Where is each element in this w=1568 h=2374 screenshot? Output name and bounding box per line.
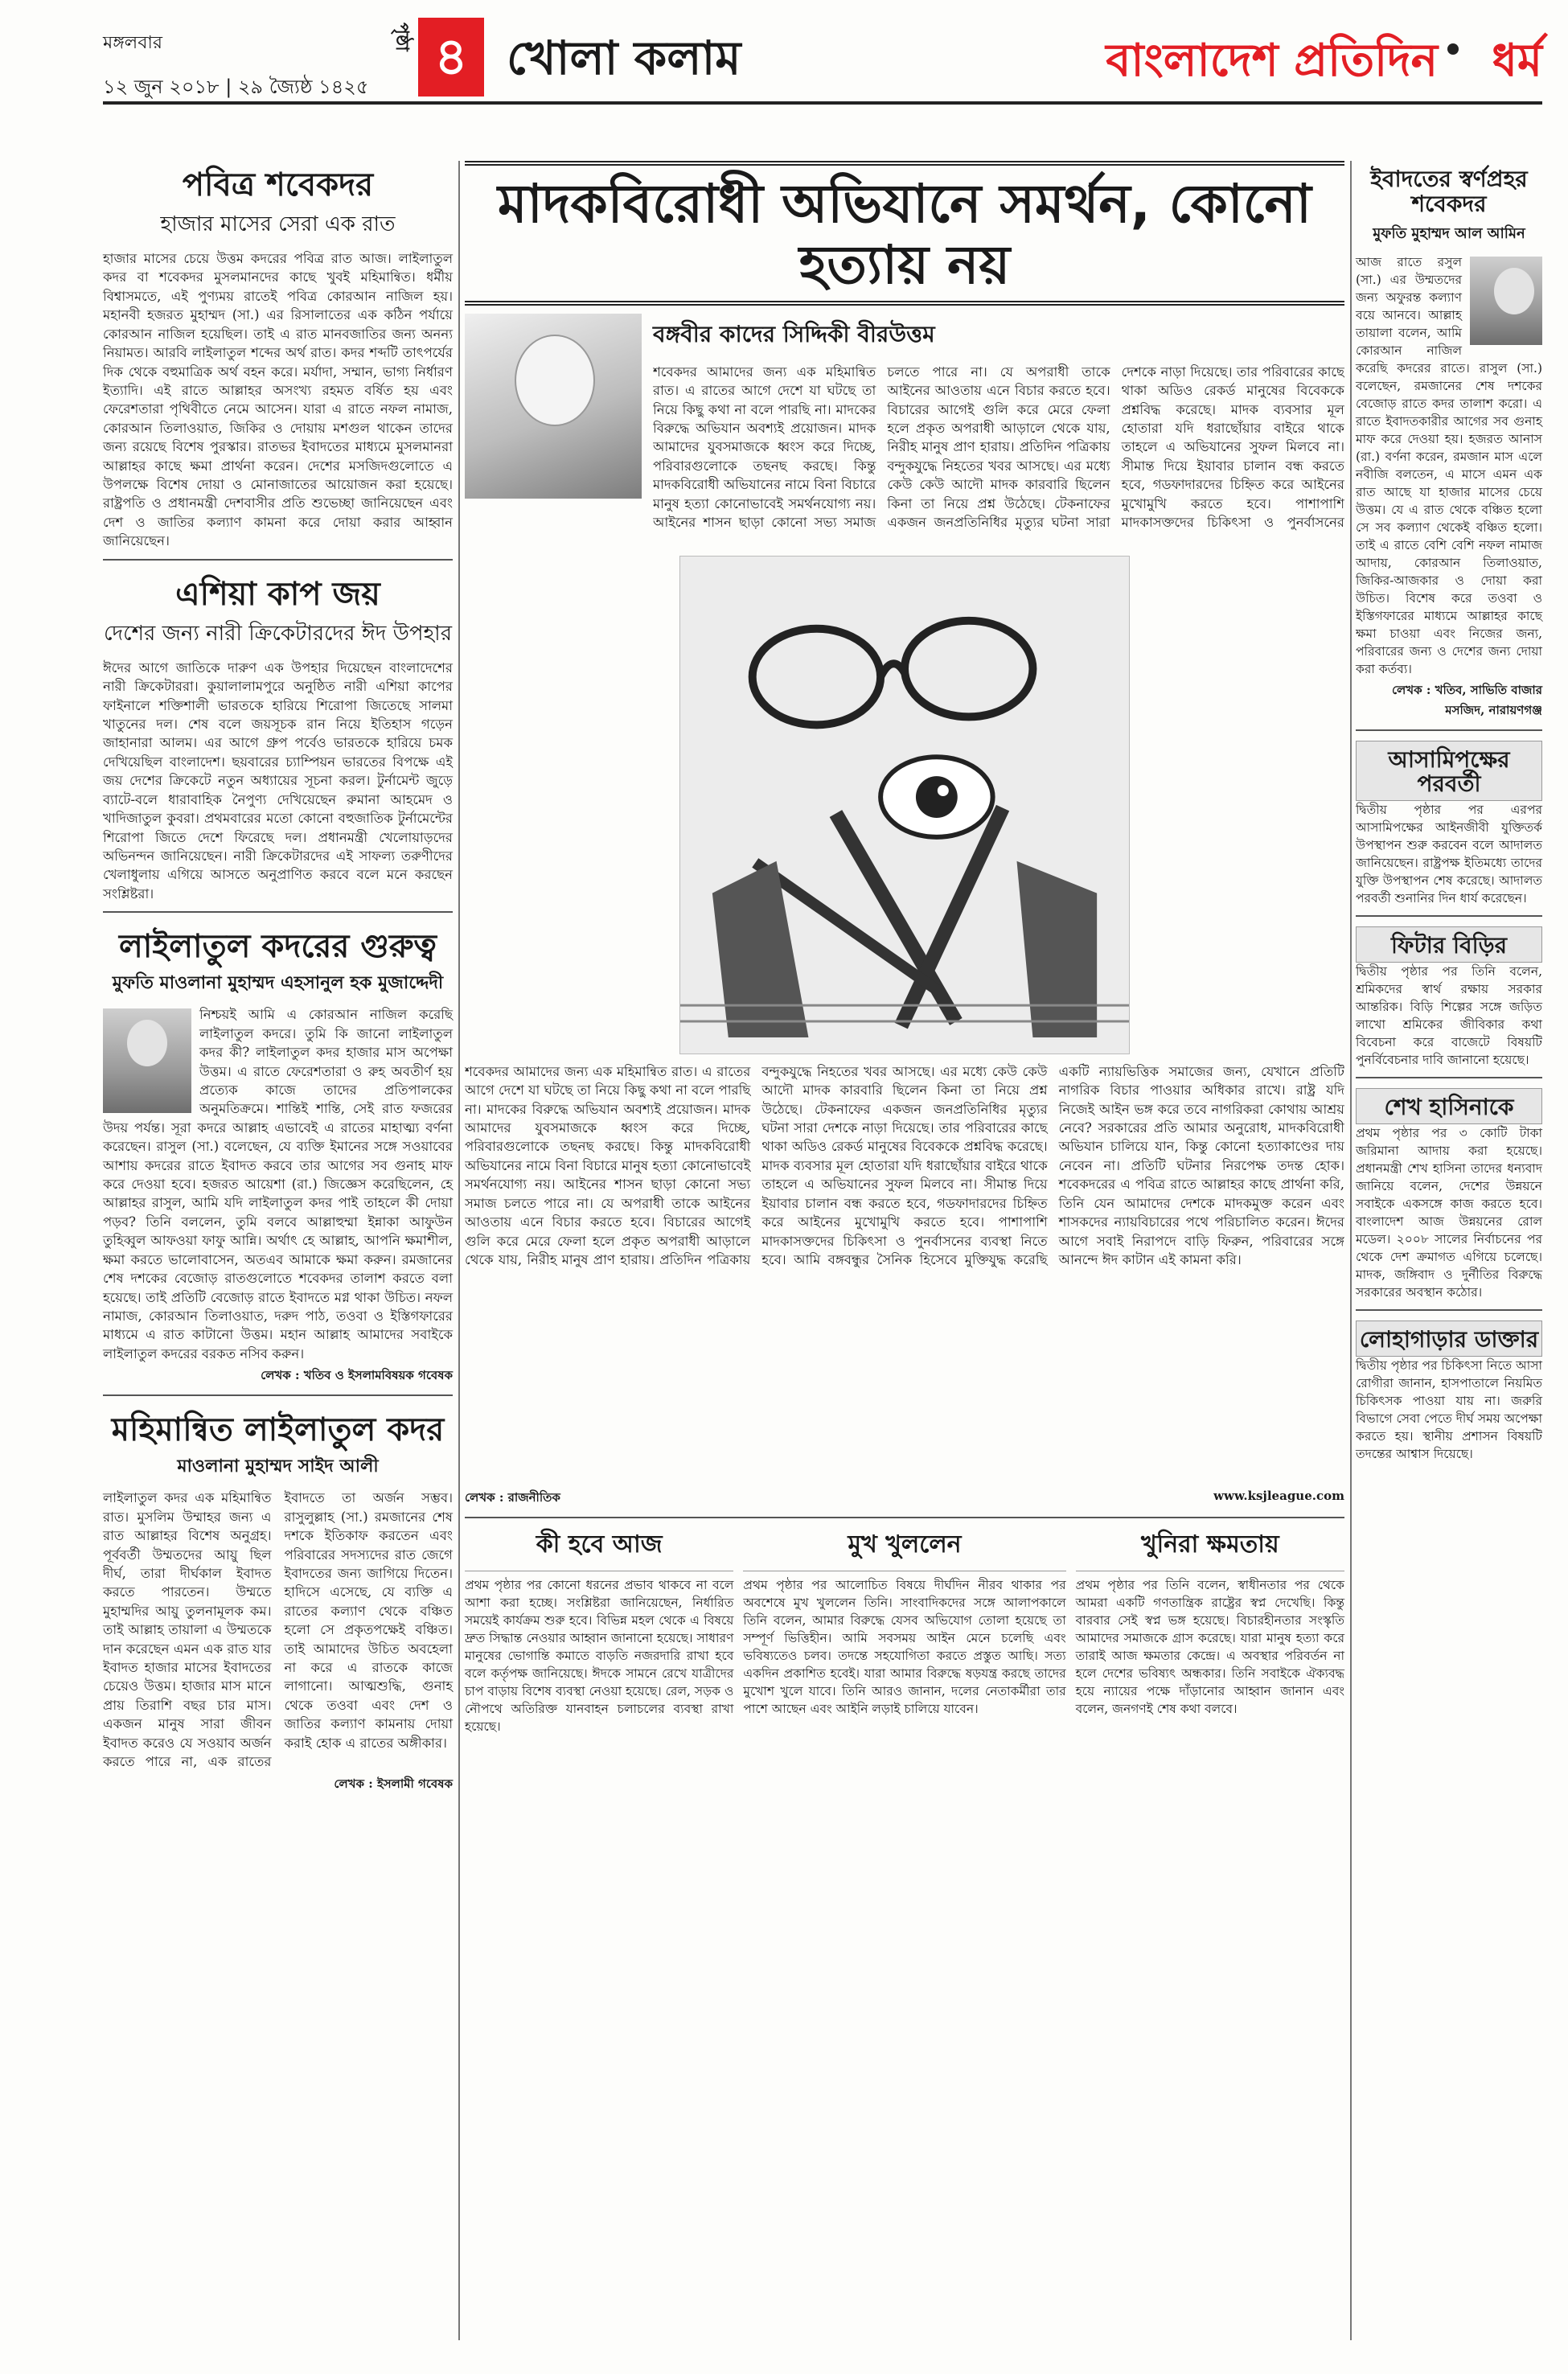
story-title: মুখ খুললেন [743, 1525, 1065, 1571]
author-photo [1470, 257, 1542, 345]
story-mukh-khullen [743, 1525, 1065, 1735]
page-header [103, 6, 1542, 159]
article-ibadat-golden-hour [1356, 161, 1542, 731]
author-note: লেখক : ইসলামী গবেষক [334, 1776, 453, 1791]
story-fitar-biri [1356, 926, 1542, 1078]
lead-body-intro: শবেকদর আমাদের জন্য এক মহিমান্বিত রাত। এ রাতের আগে দেশে যা ঘটছে তা নিয়ে কিছু কথা না বলে পারছি না। মাদকের বিরুদ্ধে অভিযান অবশ্যই প্রয়োজন। মাদক আমাদের যুবসমাজকে ধ্বংস করে দিচ্ছে, পরিবারগুলোকে তছনছ করছে। কিন্তু মাদকবিরোধী অভিযানের নামে বিনা বিচারে মানুষ হত্যা কোনোভাবেই সমর্থনযোগ্য নয়। আইনের শাসন ছাড়া কোনো সভ্য সমাজ চলতে পারে না। যে অপরাধী তাকে আইনের আওতায় এনে বিচার করতে হবে। বিচারের আগেই গুলি করে মেরে ফেলা হলে প্রকৃত অপরাধী আড়ালে থেকে যায়, নিরীহ মানুষ প্রাণ হারায়। প্রতিদিন পত্রিকায় বন্দুকযুদ্ধে নিহতের খবর আসছে। এর মধ্যে কেউ কেউ আদৌ মাদক কারবারি ছিলেন কিনা তা নিয়ে প্রশ্ন উঠেছে। টেকনাফের একজন জনপ্রতিনিধির মৃত্যুর ঘটনা সারা দেশকে নাড়া দিয়েছে। তার পরিবারের কাছে থাকা অডিও রেকর্ড মানুষের বিবেককে প্রশ্নবিদ্ধ করেছে। মাদক ব্যবসার মূল হোতারা যদি ধরাছোঁয়ার বাইরে থাকে তাহলে এ অভিযানের সুফল মিলবে না। সীমান্ত দিয়ে ইয়াবার চালান বন্ধ করতে হবে, গডফাদারদের চিহ্নিত করে আইনের মুখোমুখি করতে হবে। পাশাপাশি মাদকাসক্তদের চিকিৎসা ও পুনর্বাসনের [653, 363, 1344, 531]
left-column [103, 161, 453, 2348]
story-sheikh-hasina [1356, 1088, 1542, 1311]
article-body: নিশ্চয়ই আমি এ কোরআন নাজিল করেছি লাইলাতুল কদরে। তুমি কি জানো লাইলাতুল কদর কী? লাইলাতুল কদর হাজার মাস অপেক্ষা উত্তম। এ রাতে ফেরেশতারা ও রুহ অবতীর্ণ হয় প্রত্যেক কাজে তাদের প্রতিপালকের অনুমতিক্রমে। শান্তিই শান্তি, সেই রাত ফজরের উদয় পর্যন্ত। সূরা কদরে আল্লাহ এভাবেই এ রাতের মাহাত্ম্য বর্ণনা করেছেন। রাসুল (সা.) বলেছেন, যে ব্যক্তি ইমানের সঙ্গে সওয়াবের আশায় কদরের রাতে ইবাদত করবে তার আগের সব গুনাহ মাফ করে দেওয়া হবে। হজরত আয়েশা (রা.) জিজ্ঞেস করেছিলেন, হে আল্লাহর রাসুল, আমি যদি লাইলাতুল কদর পাই তাহলে কী দোয়া পড়ব? তিনি বললেন, তুমি বলবে আল্লাহুম্মা ইন্নাকা আফুউন তুহিব্বুল আফওয়া ফাফু আন্নি। অর্থাৎ হে আল্লাহ, আপনি ক্ষমাশীল, ক্ষমা করতে ভালোবাসেন, অতএব আমাকে ক্ষমা করুন। রমজানের শেষ দশকের বেজোড় রাতগুলোতে শবেকদর তালাশ করতে বলা হয়েছে। তাই প্রতিটি বেজোড় রাতে ইবাদতে মগ্ন থাকা উচিত। নফল নামাজ, কোরআন তিলাওয়াত, দরুদ পাঠ, তওবা ও ইস্তিগফারের মাধ্যমে এ রাত কাটানো উত্তম। মহান আল্লাহ আমাদের সবাইকে লাইলাতুল কদরের বরকত নসিব করুন। [103, 1007, 453, 1362]
story-title: লোহাগাড়ার ডাক্তার [1356, 1320, 1542, 1357]
author-name: বঙ্গবীর কাদের সিদ্দিকী বীরউত্তম [653, 320, 935, 347]
article-subtitle: দেশের জন্য নারী ক্রিকেটারদের ঈদ উপহার [103, 621, 453, 646]
lead-article [465, 314, 1344, 548]
story-title: শেখ হাসিনাকে [1356, 1088, 1542, 1124]
story-title: কী হবে আজ [465, 1525, 733, 1571]
page-label: পৃষ্ঠা [392, 23, 412, 51]
issue-day: মঙ্গলবার [103, 33, 162, 53]
author-note: লেখক : রাজনীতিক [465, 1489, 560, 1505]
article-byline: মাওলানা মুহাম্মদ সাইদ আলী [177, 1456, 379, 1477]
article-laylatul-qadr-importance [103, 922, 453, 1396]
page-number: ৪ [418, 18, 484, 97]
article-glorious-laylatul-qadr [103, 1406, 453, 1802]
story-body: দ্বিতীয় পৃষ্ঠার পর চিকিৎসা নিতে আসা রোগীরা জানান, হাসপাতালে নিয়মিত চিকিৎসক পাওয়া যায় না। জরুরি বিভাগে সেবা পেতে দীর্ঘ সময় অপেক্ষা করতে হয়। স্থানীয় প্রশাসন বিষয়টি তদন্তের আশ্বাস দিয়েছে। [1356, 1357, 1542, 1461]
article-byline: মুফতি মাওলানা মুহাম্মদ এহসানুল হক মুজাদ্দেদী [112, 973, 444, 994]
section-title: খোলা কলাম [507, 31, 741, 85]
brand-section: ধর্ম [1492, 35, 1542, 87]
story-ki-hobe-aaj [465, 1525, 733, 1735]
column-divider-right [1350, 161, 1352, 2340]
brand-separator-dot [1447, 43, 1459, 55]
author-note: লেখক : খতিব ও ইসলামবিষয়ক গবেষক [261, 1368, 453, 1383]
issue-date: ১২ জুন ২০১৮ | ২৯ জ্যৈষ্ঠ ১৪২৫ [103, 76, 369, 98]
article-title: ইবাদতের স্বর্ণপ্রহর শবেকদর [1370, 166, 1528, 217]
newspaper-brand: বাংলাদেশ প্রতিদিন [1106, 35, 1438, 87]
illustration-art [680, 557, 1129, 1054]
continuation-stories [465, 1517, 1344, 1735]
story-title: আসামিপক্ষের পরবর্তী [1356, 741, 1542, 802]
story-body: দ্বিতীয় পৃষ্ঠার পর এরপর আসামিপক্ষের আইনজীবী যুক্তিতর্ক উপস্থাপন শুরু করবেন বলে আদালত জানিয়েছেন। রাষ্ট্রপক্ষ ইতিমধ্যে তাদের যুক্তি উপস্থাপন শেষ করেছে। আদালত পরবর্তী শুনানির দিন ধার্য করেছেন। [1356, 803, 1542, 906]
author-note: লেখক : খতিব, সাভিতি বাজার মসজিদ, নারায়ণগঞ্জ [1392, 682, 1542, 717]
story-body: প্রথম পৃষ্ঠার পর আলোচিত বিষয়ে দীর্ঘদিন নীরব থাকার পর অবশেষে মুখ খুললেন তিনি। সাংবাদিকদের সঙ্গে আলাপকালে তিনি বলেন, আমার বিরুদ্ধে যেসব অভিযোগ তোলা হয়েছে তা সম্পূর্ণ ভিত্তিহীন। আমি সবসময় আইন মেনে চলেছি এবং ভবিষ্যতেও চলব। তদন্তে সহযোগিতা করতে প্রস্তুত আছি। সত্য একদিন প্রকাশিত হবেই। যারা আমার বিরুদ্ধে ষড়যন্ত্র করছে তাদের মুখোশ খুলে যাবে। তিনি আরও জানান, দলের নেতাকর্মীরা তার পাশে আছেন এবং আইনি লড়াই চালিয়ে যাবেন। [743, 1577, 1066, 1716]
handcuff-illustration [679, 556, 1130, 1054]
article-body: হাজার মাসের চেয়ে উত্তম কদরের পবিত্র রাত আজ। লাইলাতুল কদর বা শবেকদর মুসলমানদের কাছে খুবই মহিমান্বিত। ধর্মীয় বিশ্বাসমতে, এই পুণ্যময় রাতেই পবিত্র কোরআন নাজিল হয়। মহানবী হজরত মুহাম্মদ (সা.) এর রিসালাতের এক কঠিন পর্যায়ে কোরআন নাজিল হয়েছিল। তাই এ রাত মানবজাতির জন্য অনন্য নিয়ামত। আরবি লাইলাতুল শব্দের অর্থ রাত। কদর শব্দটি তাৎপর্যের দিক থেকে বহুমাত্রিক অর্থ বহন করে। মর্যাদা, সম্মান, ভাগ্য নির্ধারণ ইত্যাদি। এই রাতে আল্লাহর অসংখ্য রহমত বর্ষিত হয় এবং ফেরেশতারা পৃথিবীতে নেমে আসেন। যারা এ রাতে নফল নামাজ, কোরআন তিলাওয়াত, জিকির ও দোয়ায় মশগুল থাকেন তাদের জন্য রয়েছে বিশেষ পুরস্কার। রাতভর ইবাদতের মাধ্যমে মুসলমানরা আল্লাহর কাছে ক্ষমা প্রার্থনা করেন। দেশের মসজিদগুলোতে এ উপলক্ষে বিশেষ দোয়া ও মোনাজাতের আয়োজন করা হয়েছে। রাষ্ট্রপতি ও প্রধানমন্ত্রী দেশবাসীর প্রতি শুভেচ্ছা জানিয়েছেন এবং দেশ ও জাতির কল্যাণ কামনা করে দোয়া করার আহ্বান জানিয়েছেন। [103, 251, 453, 549]
article-asia-cup [103, 570, 453, 913]
article-byline: মুফতি মুহাম্মদ আল আমিন [1373, 224, 1525, 242]
story-body: প্রথম পৃষ্ঠার পর তিনি বলেন, স্বাধীনতার পর থেকে আমরা একটি গণতান্ত্রিক রাষ্ট্রের স্বপ্ন দেখেছি। কিন্তু বারবার সেই স্বপ্ন ভঙ্গ হয়েছে। বিচারহীনতার সংস্কৃতি আমাদের সমাজকে গ্রাস করেছে। যারা মানুষ হত্যা করে তারাই আজ ক্ষমতার কেন্দ্রে। এ অবস্থার পরিবর্তন না হলে দেশের ভবিষ্যৎ অন্ধকার। তিনি সবাইকে ঐক্যবদ্ধ হয়ে ন্যায়ের পক্ষে দাঁড়ানোর আহ্বান জানান এবং বলেন, জনগণই শেষ কথা বলবে। [1075, 1577, 1344, 1716]
story-title: ফিটার বিড়ির [1356, 926, 1542, 963]
article-title: এশিয়া কাপ জয় [175, 575, 380, 613]
article-subtitle: হাজার মাসের সেরা এক রাত [160, 212, 396, 236]
center-column [465, 161, 1344, 2348]
author-website: www.ksjleague.com [1213, 1488, 1344, 1503]
article-body: ঈদের আগে জাতিকে দারুণ এক উপহার দিয়েছেন বাংলাদেশের নারী ক্রিকেটাররা। কুয়ালালামপুরে অনুষ্ঠিত নারী এশিয়া কাপের ফাইনালে শক্তিশালী ভারতকে হারিয়ে শিরোপা জিতেছে সালমা খাতুনের দল। শেষ বলে জয়সূচক রান নিয়ে ইতিহাস গড়েন জাহানারা আলম। এর আগে গ্রুপ পর্বেও ভারতকে হারিয়ে চমক দেখিয়েছিল বাংলাদেশ। ছয়বারের চ্যাম্পিয়ন ভারতের বিপক্ষে এই জয় দেশের ক্রিকেটে নতুন অধ্যায়ের সূচনা করল। টুর্নামেন্ট জুড়ে ব্যাটে-বলে ধারাবাহিক নৈপুণ্য দেখিয়েছেন রুমানা আহমেদ ও খাদিজাতুল কুবরা। প্রথমবারের মতো কোনো বহুজাতিক টুর্নামেন্টের শিরোপা জিতে দেশে ফিরেছে দল। প্রধানমন্ত্রী খেলোয়াড়দের অভিনন্দন জানিয়েছেন। নারী ক্রিকেটারদের এই সাফল্য তরুণীদের খেলাধুলায় এগিয়ে আসতে অনুপ্রাণিত করবে বলে মনে করছেন সংশ্লিষ্টরা। [103, 659, 453, 902]
story-body: প্রথম পৃষ্ঠার পর কোনো ধরনের প্রভাব থাকবে না বলে আশা করা হচ্ছে। সংশ্লিষ্টরা জানিয়েছেন, নির্ধারিত সময়েই কার্যক্রম শুরু হবে। বিভিন্ন মহল থেকে এ বিষয়ে দ্রুত সিদ্ধান্ত নেওয়ার আহ্বান জানানো হয়েছে। সাধারণ মানুষের ভোগান্তি কমাতে বাড়তি নজরদারি রাখা হবে বলে কর্তৃপক্ষ জানিয়েছে। ঈদকে সামনে রেখে যাত্রীদের চাপ বাড়ায় বিশেষ ব্যবস্থা নেওয়া হয়েছে। রেল, সড়ক ও নৌপথে অতিরিক্ত যানবাহন চলাচলের ব্যবস্থা রাখা হয়েছে। [465, 1577, 734, 1734]
header-rule [103, 101, 1542, 105]
column-divider-left [458, 161, 460, 2340]
story-khunira-khomotay [1076, 1525, 1344, 1735]
article-title: লাইলাতুল কদরের গুরুত্ব [119, 928, 437, 966]
lead-body: শবেকদর আমাদের জন্য এক মহিমান্বিত রাত। এ রাতের আগে দেশে যা ঘটছে তা নিয়ে কিছু কথা না বলে পারছি না। মাদকের বিরুদ্ধে অভিযান অবশ্যই প্রয়োজন। মাদক আমাদের যুবসমাজকে ধ্বংস করে দিচ্ছে, পরিবারগুলোকে তছনছ করছে। কিন্তু মাদকবিরোধী অভিযানের নামে বিনা বিচারে মানুষ হত্যা কোনোভাবেই সমর্থনযোগ্য নয়। আইনের শাসন ছাড়া কোনো সভ্য সমাজ চলতে পারে না। যে অপরাধী তাকে আইনের আওতায় এনে বিচার করতে হবে। বিচারের আগেই গুলি করে মেরে ফেলা হলে প্রকৃত অপরাধী আড়ালে থেকে যায়, নিরীহ মানুষ প্রাণ হারায়। প্রতিদিন পত্রিকায় বন্দুকযুদ্ধে নিহতের খবর আসছে। এর মধ্যে কেউ কেউ আদৌ মাদক কারবারি ছিলেন কিনা তা নিয়ে প্রশ্ন উঠেছে। টেকনাফের একজন জনপ্রতিনিধির মৃত্যুর ঘটনা সারা দেশকে নাড়া দিয়েছে। তার পরিবারের কাছে থাকা অডিও রেকর্ড মানুষের বিবেককে প্রশ্নবিদ্ধ করেছে। মাদক ব্যবসার মূল হোতারা যদি ধরাছোঁয়ার বাইরে থাকে তাহলে এ অভিযানের সুফল মিলবে না। সীমান্ত দিয়ে ইয়াবার চালান বন্ধ করতে হবে, গডফাদারদের চিহ্নিত করে আইনের মুখোমুখি করতে হবে। পাশাপাশি মাদকাসক্তদের চিকিৎসা ও পুনর্বাসনের ব্যবস্থা নিতে হবে। আমি বঙ্গবন্ধুর সৈনিক হিসেবে মুক্তিযুদ্ধ করেছি একটি ন্যায়ভিত্তিক সমাজের জন্য, যেখানে প্রতিটি নাগরিক বিচার পাওয়ার অধিকার রাখে। রাষ্ট্র যদি নিজেই আইন ভঙ্গ করে তবে নাগরিকরা কোথায় আশ্রয় নেবে? সরকারের প্রতি আমার অনুরোধ, মাদকবিরোধী অভিযান চালিয়ে যান, কিন্তু কোনো হত্যাকাণ্ডের দায় নেবেন না। প্রতিটি ঘটনার নিরপেক্ষ তদন্ত হোক। শবেকদরের এ পবিত্র রাতে আল্লাহর কাছে প্রার্থনা করি, তিনি যেন আমাদের দেশকে মাদকমুক্ত করেন এবং শাসকদের ন্যায়বিচারের পথে পরিচালিত করেন। ঈদের আগে সবাই নিরাপদে বাড়ি ফিরুন, পরিবারের সঙ্গে আনন্দে ঈদ কাটান এই কামনা করি। [465, 1063, 1344, 1267]
story-body: প্রথম পৃষ্ঠার পর ৩ কোটি টাকা জরিমানা আদায় করা হয়েছে। প্রধানমন্ত্রী শেখ হাসিনা তাদের ধন্যবাদ জানিয়ে বলেন, দেশের উন্নয়নে সবাইকে একসঙ্গে কাজ করতে হবে। বাংলাদেশ আজ উন্নয়নের রোল মডেল। ২০০৮ সালের নির্বাচনের পর থেকে দেশ ক্রমাগত এগিয়ে চলেছে। মাদক, জঙ্গিবাদ ও দুর্নীতির বিরুদ্ধে সরকারের অবস্থান কঠোর। [1356, 1125, 1542, 1300]
lead-headline: মাদকবিরোধী অভিযানে সমর্থন, কোনো হত্যায় নয় [465, 161, 1344, 306]
article-body: আজ রাতে রসুল (সা.) এর উম্মতদের জন্য অফুরন্ত কল্যাণ বয়ে আনবে। আল্লাহ তায়ালা বলেন, আমি কোরআন নাজিল করেছি কদরের রাতে। রাসুল (সা.) বলেছেন, রমজানের শেষ দশকের বেজোড় রাতে কদর তালাশ করো। এ রাতে ইবাদতকারীর আগের সব গুনাহ মাফ করে দেওয়া হয়। হজরত আনাস (রা.) বর্ণনা করেন, রমজান মাস এলে নবীজি বলতেন, এ মাসে এমন এক রাত আছে যা হাজার মাসের চেয়ে উত্তম। যে এ রাত থেকে বঞ্চিত হলো সে সব কল্যাণ থেকেই বঞ্চিত হলো। তাই এ রাতে বেশি বেশি নফল নামাজ আদায়, কোরআন তিলাওয়াত, জিকির-আজকার ও দোয়া করা উচিত। বিশেষ করে তওবা ও ইস্তিগফারের মাধ্যমে আল্লাহর কাছে ক্ষমা চাওয়া এবং নিজের জন্য, পরিবারের জন্য ও দেশের জন্য দোয়া করা কর্তব্য। [1356, 254, 1542, 676]
story-asamipokkher [1356, 741, 1542, 918]
right-column [1356, 161, 1542, 2348]
author-photo [103, 1008, 191, 1113]
author-photo [465, 314, 642, 499]
article-shobe-qadr [103, 161, 453, 561]
story-body: দ্বিতীয় পৃষ্ঠার পর তিনি বলেন, শ্রমিকদের স্বার্থ রক্ষায় সরকার আন্তরিক। বিড়ি শিল্পের সঙ্গে জড়িত লাখো শ্রমিকের জীবিকার কথা বিবেচনা করে বাজেটে বিষয়টি পুনর্বিবেচনার দাবি জানানো হয়েছে। [1356, 963, 1542, 1067]
article-body: লাইলাতুল কদর এক মহিমান্বিত রাত। মুসলিম উম্মাহর জন্য এ রাত আল্লাহর বিশেষ অনুগ্রহ। পূর্ববর্তী উম্মতদের আয়ু ছিল দীর্ঘ, তারা দীর্ঘকাল ইবাদত করতে পারতেন। উম্মতে মুহাম্মদির আয়ু তুলনামূলক কম। তাই আল্লাহ তায়ালা এ উম্মতকে দান করেছেন এমন এক রাত যার ইবাদত হাজার মাসের ইবাদতের চেয়েও উত্তম। হাজার মাস মানে প্রায় তিরাশি বছর চার মাস। একজন মানুষ সারা জীবন ইবাদত করেও যে সওয়াব অর্জন করতে পারে না, এক রাতের ইবাদতে তা অর্জন সম্ভব। রাসুলুল্লাহ (সা.) রমজানের শেষ দশকে ইতিকাফ করতেন এবং পরিবারের সদস্যদের রাত জেগে ইবাদতের জন্য জাগিয়ে দিতেন। হাদিসে এসেছে, যে ব্যক্তি এ রাতের কল্যাণ থেকে বঞ্চিত হলো সে প্রকৃতপক্ষেই বঞ্চিত। তাই আমাদের উচিত অবহেলা না করে এ রাতকে কাজে লাগানো। আত্মশুদ্ধি, গুনাহ থেকে তওবা এবং দেশ ও জাতির কল্যাণ কামনায় দোয়া করাই হোক এ রাতের অঙ্গীকার। [103, 1490, 453, 1770]
story-lohagara-doctor [1356, 1320, 1542, 1471]
story-title: খুনিরা ক্ষমতায় [1076, 1525, 1344, 1571]
article-title: পবিত্র শবেকদর [182, 166, 374, 203]
article-title: মহিমান্বিত লাইলাতুল কদর [111, 1411, 445, 1449]
